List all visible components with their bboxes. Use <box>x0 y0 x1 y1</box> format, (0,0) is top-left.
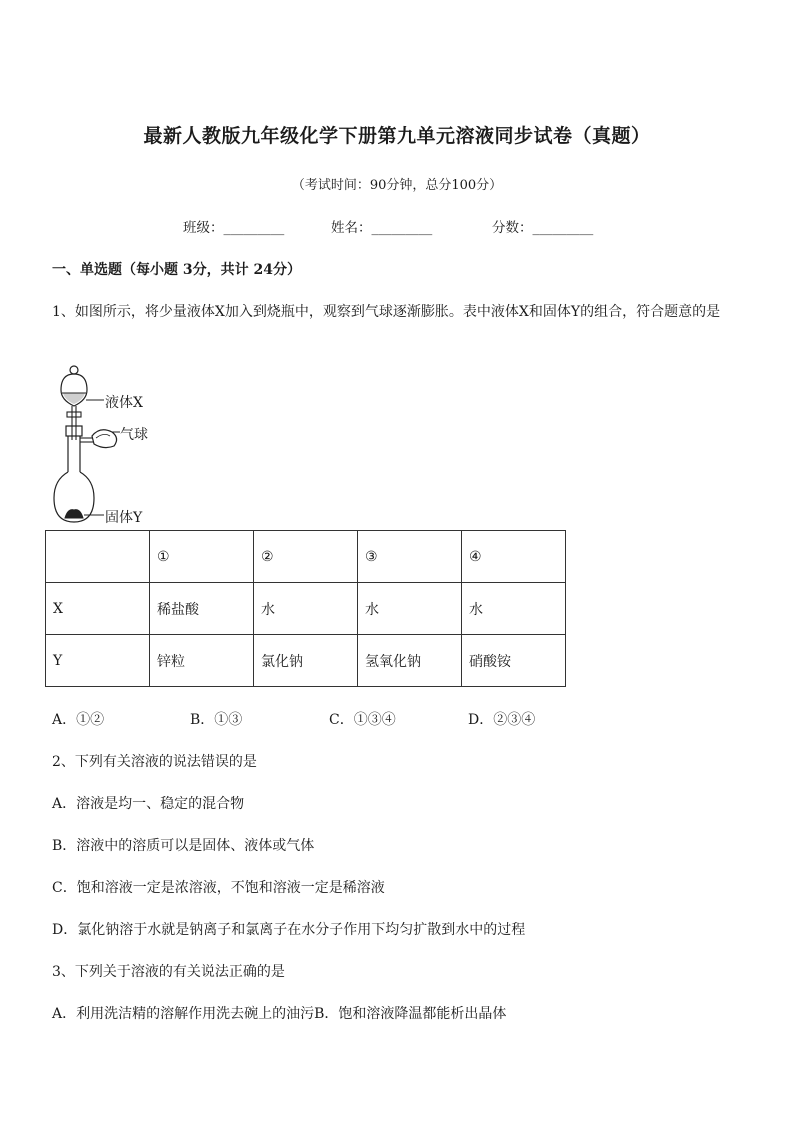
section-heading: 一、单选题（每小题 3分，共计 24分） <box>52 262 301 278</box>
apparatus-diagram <box>50 360 180 530</box>
table-cell: ① <box>150 531 254 583</box>
table-cell: 硝酸铵 <box>462 635 566 687</box>
table-cell: ② <box>254 531 358 583</box>
exam-subtitle: （考试时间：90分钟，总分100分） <box>291 178 503 193</box>
question-2-stem: 2、下列有关溶液的说法错误的是 <box>52 754 257 770</box>
table-cell: 氯化钠 <box>254 635 358 687</box>
table-cell: 锌粒 <box>150 635 254 687</box>
label-solid-y: 固体Y <box>105 510 143 526</box>
table-cell: 氢氧化钠 <box>358 635 462 687</box>
q3-options-line <box>52 1003 506 1023</box>
table-cell: ④ <box>462 531 566 583</box>
question-1-stem: 1、如图所示，将少量液体X加入到烧瓶中，观察到气球逐渐膨胀。表中液体X和固体Y的组合，符合题意的是 <box>52 304 721 320</box>
table-cell: ③ <box>358 531 462 583</box>
table-header-row <box>46 531 566 583</box>
table-cell: 水 <box>462 583 566 635</box>
table-cell: Y <box>46 635 150 687</box>
q1-option-c: C．①③④ <box>329 712 396 728</box>
q1-option-b: B．①③ <box>190 712 243 728</box>
label-liquid-x: 液体X <box>105 395 143 411</box>
table-row <box>46 635 566 687</box>
q1-option-a: A．①② <box>52 712 105 728</box>
table-cell: 稀盐酸 <box>150 583 254 635</box>
name-field: 姓名：_________ <box>331 220 433 236</box>
score-field: 分数：_________ <box>492 220 594 236</box>
q2-option-d: D．氯化钠溶于水就是钠离子和氯离子在水分子作用下均匀扩散到水中的过程 <box>52 922 526 938</box>
class-field: 班级：_________ <box>183 220 285 236</box>
question-1-table <box>45 530 566 687</box>
question-3-stem: 3、下列关于溶液的有关说法正确的是 <box>52 964 285 980</box>
page-title: 最新人教版九年级化学下册第九单元溶液同步试卷（真题） <box>143 125 651 147</box>
q3-option-a: A．利用洗洁精的溶解作用洗去碗上的油污 <box>52 1006 315 1022</box>
table-cell: X <box>46 583 150 635</box>
table-row <box>46 583 566 635</box>
q1-option-d: D．②③④ <box>468 712 536 728</box>
table-cell <box>46 531 150 583</box>
q2-option-c: C．饱和溶液一定是浓溶液，不饱和溶液一定是稀溶液 <box>52 880 385 896</box>
q3-option-b: B．饱和溶液降温都能析出晶体 <box>314 1006 507 1022</box>
label-balloon: 气球 <box>120 427 148 443</box>
q2-option-a: A．溶液是均一、稳定的混合物 <box>52 796 245 812</box>
table-cell: 水 <box>254 583 358 635</box>
table-cell: 水 <box>358 583 462 635</box>
q2-option-b: B．溶液中的溶质可以是固体、液体或气体 <box>52 838 315 854</box>
